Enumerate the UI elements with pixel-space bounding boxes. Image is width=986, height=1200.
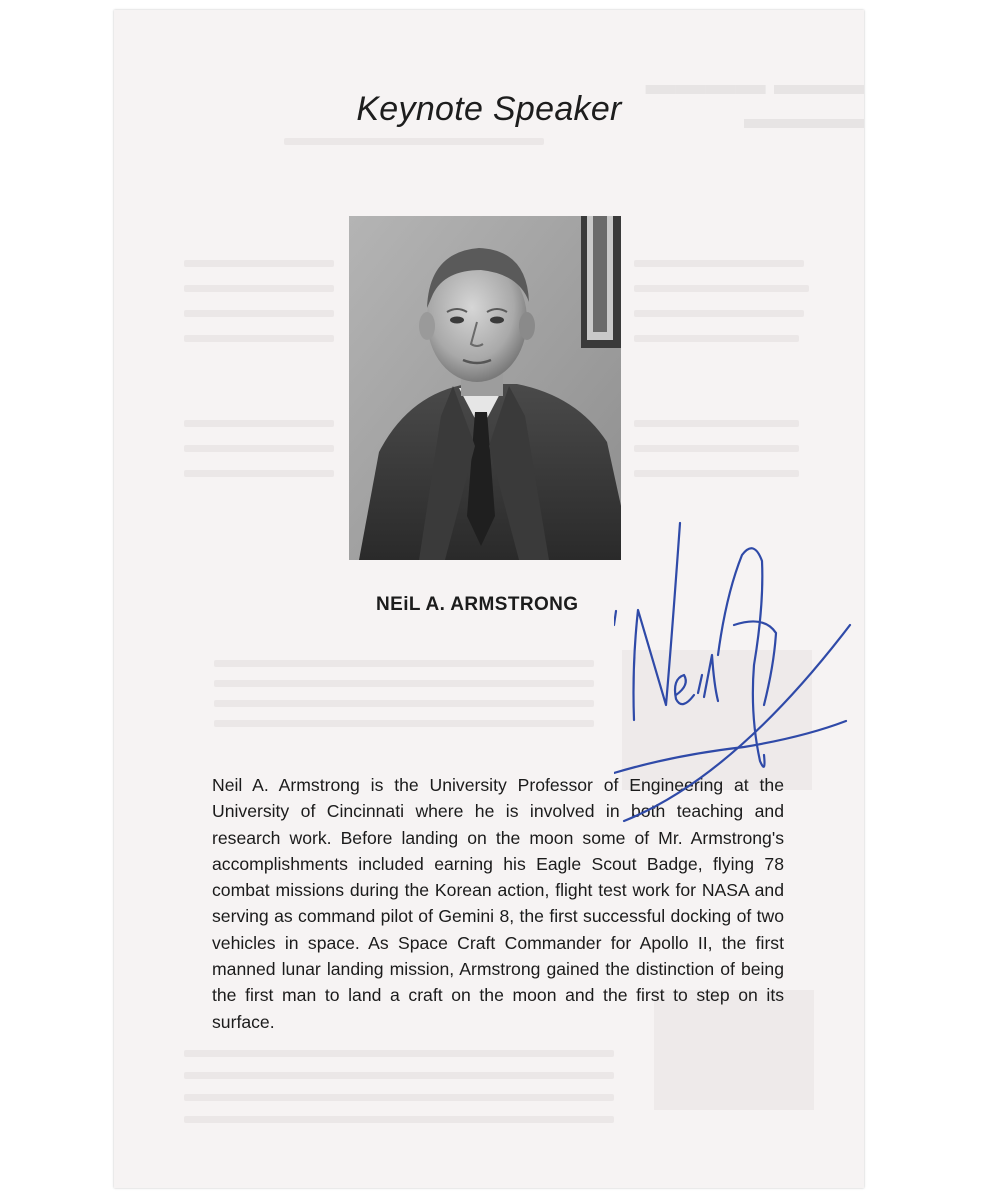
- page-title: Keynote Speaker: [356, 90, 622, 128]
- bleed-through-heading: ▬▬▬ ▬▬▬▬ ▬▬▬▬: [645, 68, 864, 135]
- bleed-through-line: [184, 420, 334, 427]
- speaker-name: NEiL A. ARMSTRONG: [376, 594, 579, 615]
- bleed-through-line: [184, 470, 334, 477]
- speaker-bio: Neil A. Armstrong is the University Professor of Engineering at the University of Cincinnati where he is involved in both teaching and research work. Before landing on the moon some of Mr. Armstrong's accomplishments included earning his Eagle Scout Badge, flying 78 combat missions during the Korean action, flight test work for NASA and serving as command pilot of Gemini 8, the first successful docking of two vehicles in space. As Space Craft Commander for Apollo II, the first manned lunar landing mission, Armstrong gained the distinction of being the first man to land a craft on the moon and the first to step on its surface.: [212, 775, 784, 1032]
- bleed-through-line: [284, 138, 544, 145]
- bleed-through-line: [184, 285, 334, 292]
- bleed-through-line: [184, 445, 334, 452]
- bleed-through-line: [634, 470, 799, 477]
- bleed-through-line: [184, 1116, 614, 1123]
- bleed-through-line: [184, 310, 334, 317]
- bleed-through-line: [184, 1050, 614, 1057]
- bleed-through-line: [214, 700, 594, 707]
- program-page: [114, 10, 864, 1188]
- bleed-through-line: [184, 260, 334, 267]
- bleed-through-line: [634, 335, 799, 342]
- bleed-through-line: [214, 660, 594, 667]
- handwritten-signature: [614, 515, 854, 825]
- bleed-through-line: [634, 310, 804, 317]
- bleed-through-line: [634, 445, 799, 452]
- speaker-portrait: [349, 216, 621, 560]
- bleed-through-line: [184, 1072, 614, 1079]
- bleed-through-line: [184, 335, 334, 342]
- bleed-through-line: [634, 285, 809, 292]
- bleed-through-line: [184, 1094, 614, 1101]
- bleed-through-line: [214, 680, 594, 687]
- bleed-through-line: [634, 260, 804, 267]
- bleed-through-line: [634, 420, 799, 427]
- bleed-through-line: [214, 720, 594, 727]
